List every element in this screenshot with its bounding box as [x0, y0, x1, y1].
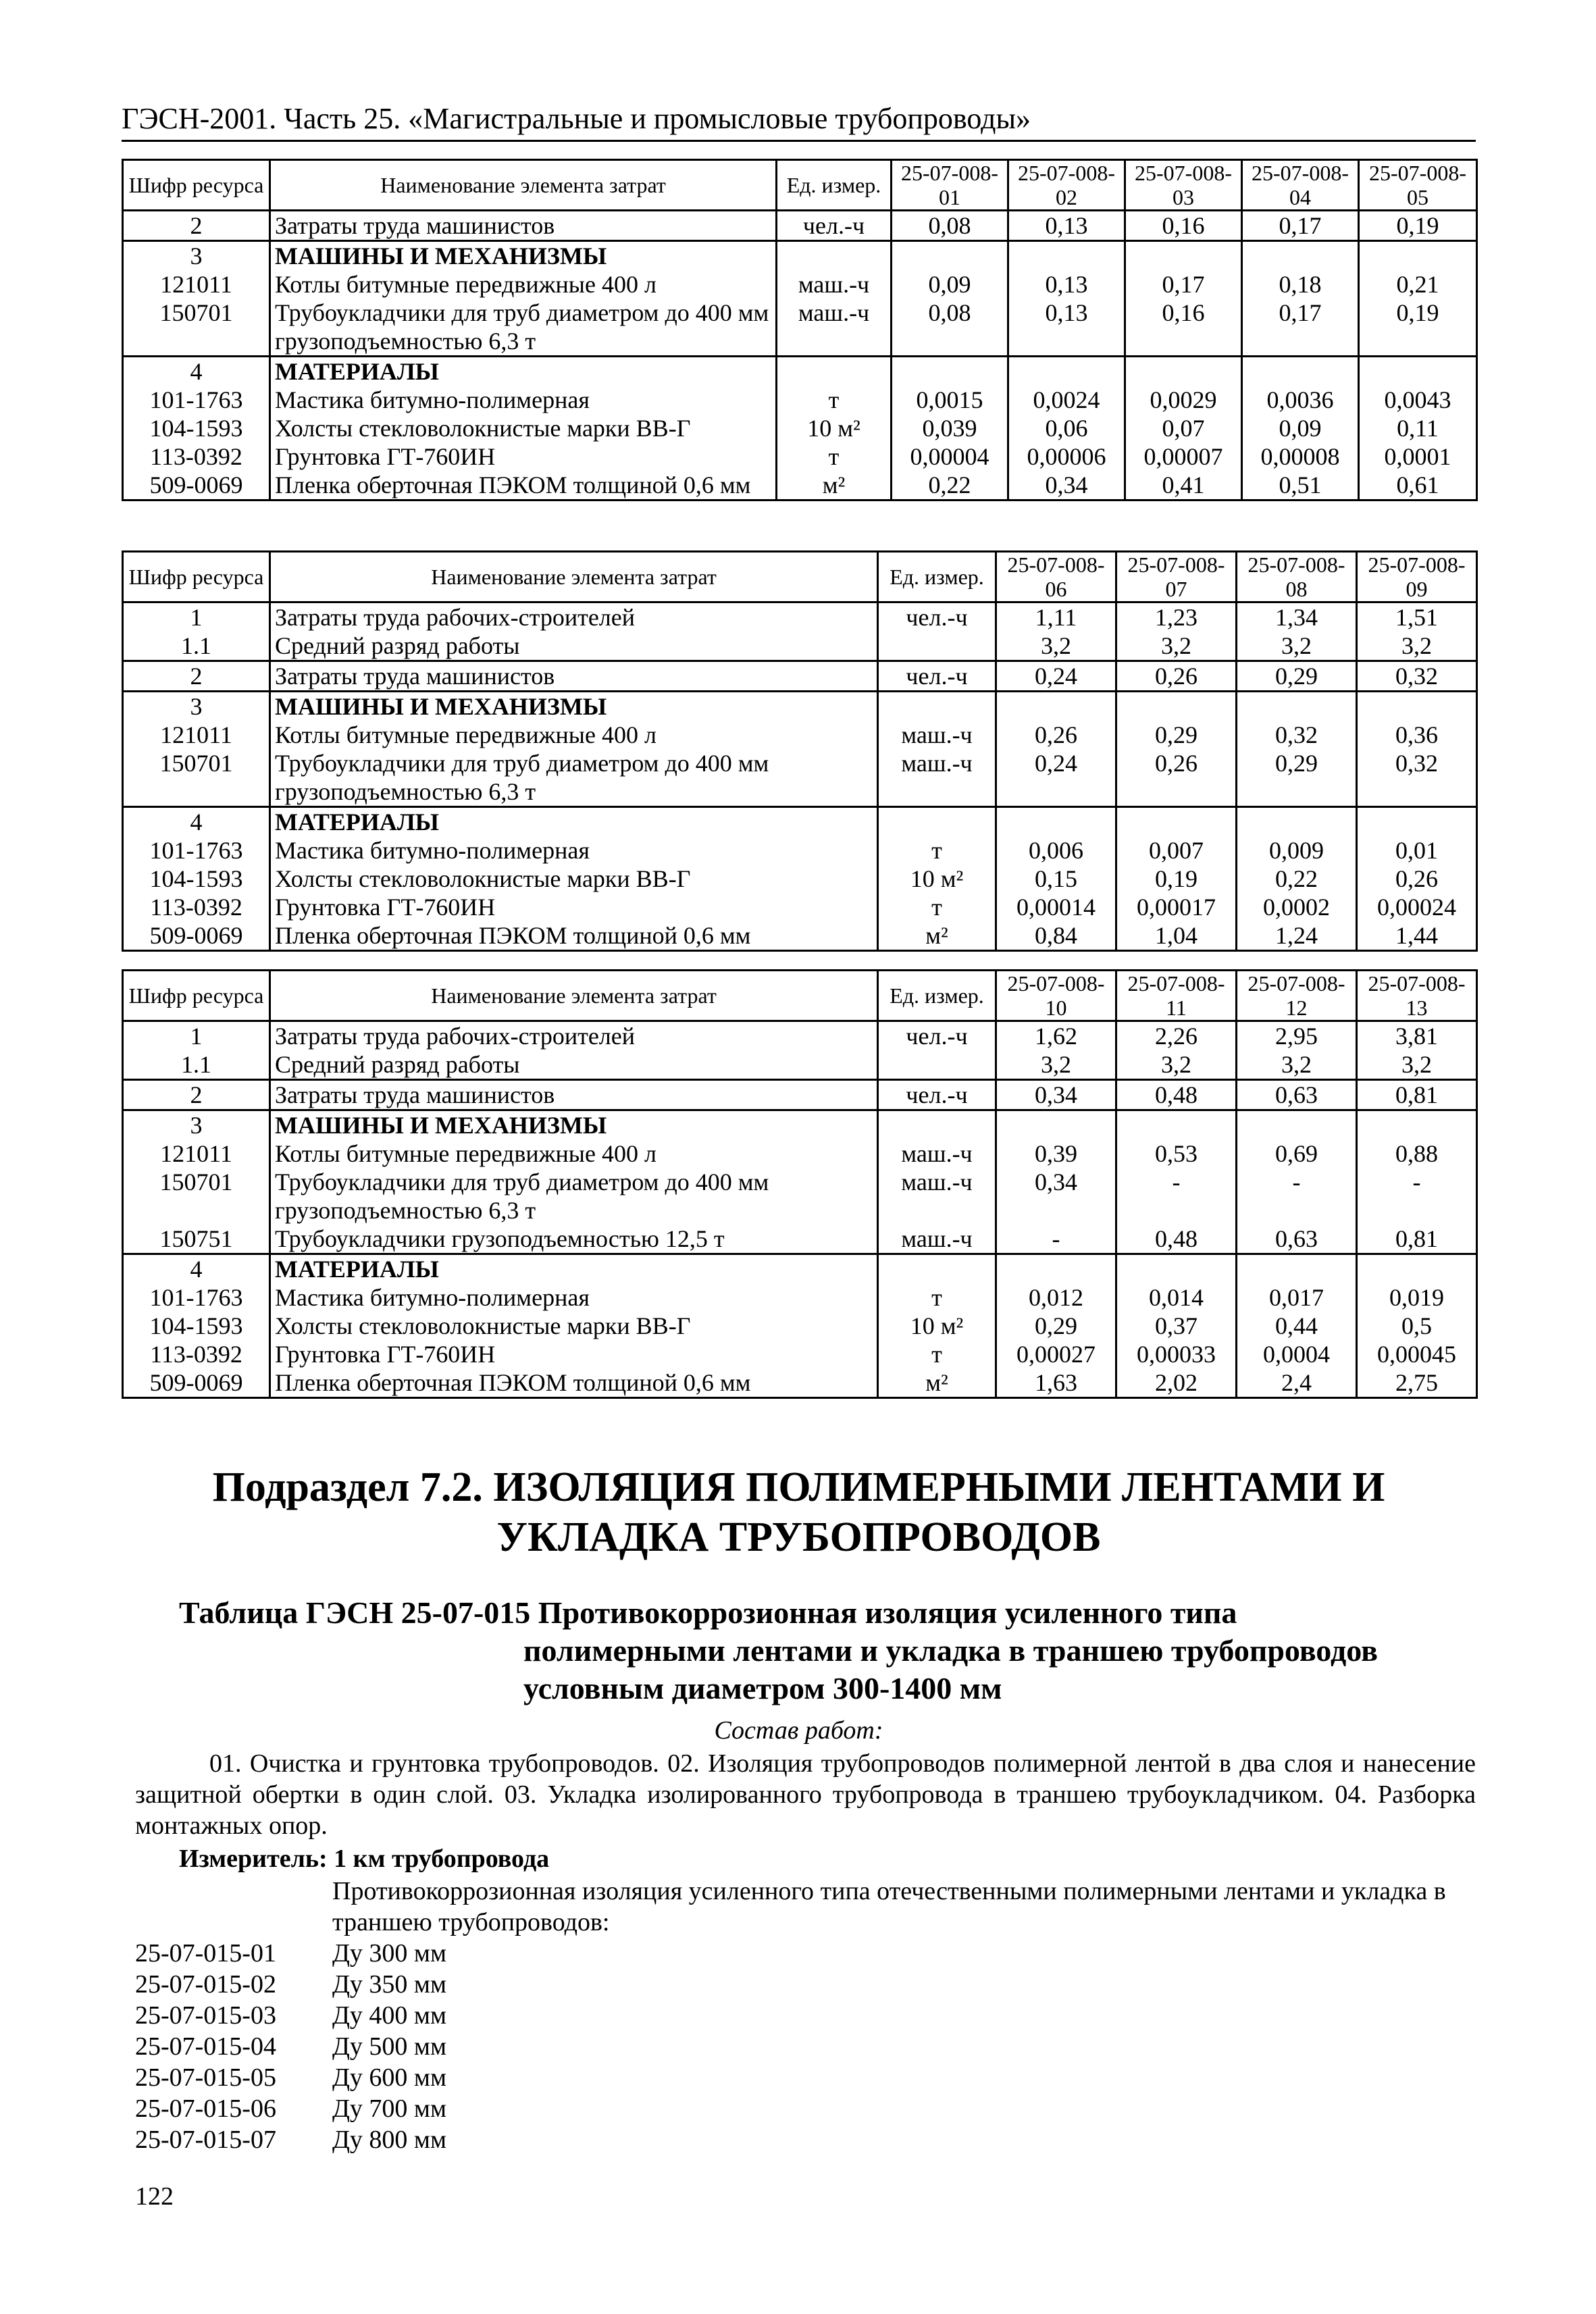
resource-code: 1.1: [123, 1050, 270, 1080]
resource-code: 121011: [123, 270, 270, 299]
value-cell: 2,4: [1237, 1368, 1357, 1398]
resource-code: 3: [123, 692, 270, 721]
table-row: [123, 1312, 1477, 1340]
value-cell: 1,63: [996, 1368, 1116, 1398]
resource-unit: чел.-ч: [777, 211, 892, 241]
resource-code: 104-1593: [123, 414, 270, 442]
norm-code-desc: Ду 300 мм: [332, 1939, 447, 1968]
resource-code: 101-1763: [123, 386, 270, 414]
resource-name: Холсты стекловолокнистые марки ВВ-Г: [270, 1312, 878, 1340]
value-cell: 0,09: [892, 270, 1008, 299]
header-col: 25-07-008-05: [1359, 160, 1477, 211]
resource-code: 113-0392: [123, 893, 270, 921]
resource-code: 509-0069: [123, 471, 270, 500]
resource-code: 4: [123, 357, 270, 386]
resource-code: 3: [123, 1110, 270, 1140]
resource-unit: чел.-ч: [878, 1021, 996, 1051]
list-item: [135, 2094, 446, 2125]
value-cell: 0,00006: [1008, 442, 1125, 471]
value-cell: 0,63: [1237, 1225, 1357, 1254]
header-col: 25-07-008-01: [892, 160, 1008, 211]
norm-code: 25-07-015-01: [135, 1939, 276, 1968]
value-cell: 0,81: [1357, 1080, 1477, 1110]
header-col: 25-07-008-09: [1357, 552, 1477, 602]
value-cell: 0,19: [1116, 865, 1237, 893]
value-cell: 0,07: [1125, 414, 1242, 442]
value-cell: 0,0029: [1125, 386, 1242, 414]
subsection-title: Подраздел 7.2. ИЗОЛЯЦИЯ ПОЛИМЕРНЫМИ ЛЕНТАМИ И УКЛАДКА ТРУБОПРОВОДОВ: [212, 1464, 1385, 1560]
value-cell: 0,01: [1357, 836, 1477, 865]
norm-code-list: [135, 1938, 446, 2156]
resource-code: 104-1593: [123, 1312, 270, 1340]
value-cell: 0,44: [1237, 1312, 1357, 1340]
value-cell: 0,32: [1357, 749, 1477, 807]
value-cell: 3,2: [1237, 1050, 1357, 1080]
resource-unit: маш.-ч: [878, 1139, 996, 1168]
value-cell: 2,02: [1116, 1368, 1237, 1398]
norm-code: 25-07-015-06: [135, 2094, 276, 2123]
norm-code-desc: Ду 350 мм: [332, 1970, 447, 1999]
value-cell: 3,2: [1357, 632, 1477, 661]
list-item: [135, 1938, 446, 1970]
value-cell: 0,00033: [1116, 1340, 1237, 1368]
value-cell: -: [1357, 1168, 1477, 1225]
section-heading: МАШИНЫ И МЕХАНИЗМЫ: [270, 692, 878, 721]
table-row: [123, 661, 1477, 692]
value-cell: 0,22: [1237, 865, 1357, 893]
value-cell: 0,22: [892, 471, 1008, 500]
list-item: [135, 2032, 446, 2063]
table-row: [123, 1168, 1477, 1225]
value-cell: 0,019: [1357, 1283, 1477, 1312]
value-cell: 0,88: [1357, 1139, 1477, 1168]
value-cell: 2,75: [1357, 1368, 1477, 1398]
header-col: 25-07-008-12: [1237, 971, 1357, 1021]
section-heading: МАШИНЫ И МЕХАНИЗМЫ: [270, 1110, 878, 1140]
resource-code: 150701: [123, 749, 270, 807]
value-cell: 0,09: [1242, 414, 1359, 442]
value-cell: 1,62: [996, 1021, 1116, 1051]
value-cell: 0,26: [1357, 865, 1477, 893]
list-item: [135, 1970, 446, 2001]
value-cell: 0,41: [1125, 471, 1242, 500]
norm-code-desc: Ду 700 мм: [332, 2094, 447, 2123]
resource-code: 1.1: [123, 632, 270, 661]
resource-unit: маш.-ч: [878, 1225, 996, 1254]
table-row: [123, 1225, 1477, 1254]
value-cell: 0,0001: [1359, 442, 1477, 471]
value-cell: -: [1116, 1168, 1237, 1225]
value-cell: 0,29: [996, 1312, 1116, 1340]
value-cell: 0,00027: [996, 1340, 1116, 1368]
resource-unit: маш.-ч: [777, 270, 892, 299]
table-row: [123, 749, 1477, 807]
norm-code-desc: Ду 400 мм: [332, 2001, 447, 2030]
resource-unit: маш.-ч: [878, 1168, 996, 1225]
value-cell: 0,51: [1242, 471, 1359, 500]
resource-name: Мастика битумно-полимерная: [270, 1283, 878, 1312]
value-cell: 0,00004: [892, 442, 1008, 471]
resource-code: 113-0392: [123, 442, 270, 471]
value-cell: 0,0043: [1359, 386, 1477, 414]
value-cell: 0,13: [1008, 211, 1125, 241]
resource-name: Мастика битумно-полимерная: [270, 386, 777, 414]
value-cell: 0,69: [1237, 1139, 1357, 1168]
value-cell: 0,24: [996, 661, 1116, 692]
resource-name: Котлы битумные передвижные 400 л: [270, 270, 777, 299]
table-row: [123, 1139, 1477, 1168]
resource-code: 509-0069: [123, 1368, 270, 1398]
value-cell: 0,00008: [1242, 442, 1359, 471]
table-row: [123, 836, 1477, 865]
value-cell: 0,00024: [1357, 893, 1477, 921]
resource-name: Грунтовка ГТ-760ИН: [270, 1340, 878, 1368]
value-cell: 0,00014: [996, 893, 1116, 921]
resource-code: 150751: [123, 1225, 270, 1254]
running-header: ГЭСН-2001. Часть 25. «Магистральные и промысловые трубопроводы»: [122, 101, 1476, 142]
value-cell: 0,009: [1237, 836, 1357, 865]
value-cell: 3,2: [1237, 632, 1357, 661]
value-cell: 0,00007: [1125, 442, 1242, 471]
table-row: [123, 807, 1477, 837]
value-cell: 0,014: [1116, 1283, 1237, 1312]
value-cell: 0,26: [1116, 749, 1237, 807]
resource-unit: т: [878, 1283, 996, 1312]
page-number: 122: [135, 2182, 174, 2211]
table-row: [123, 893, 1477, 921]
table-title-line: Таблица ГЭСН 25-07-015 Противокоррозионная изоляция усиленного типа: [179, 1595, 1237, 1630]
resource-code: 2: [123, 1080, 270, 1110]
resource-unit: м²: [878, 921, 996, 951]
value-cell: 0,26: [996, 721, 1116, 749]
value-cell: 0,24: [996, 749, 1116, 807]
value-cell: 0,32: [1237, 721, 1357, 749]
norm-code: 25-07-015-05: [135, 2063, 276, 2092]
norm-table-1: [122, 159, 1478, 501]
value-cell: 0,34: [996, 1080, 1116, 1110]
table-row: [123, 1368, 1477, 1398]
header-col: 25-07-008-10: [996, 971, 1116, 1021]
table-row: [123, 1021, 1477, 1051]
resource-unit: т: [878, 836, 996, 865]
list-item: [135, 2063, 446, 2094]
value-cell: -: [1237, 1168, 1357, 1225]
resource-unit: 10 м²: [878, 1312, 996, 1340]
resource-unit: чел.-ч: [878, 1080, 996, 1110]
header-name: Наименование элемента затрат: [270, 971, 878, 1021]
value-cell: 0,17: [1242, 211, 1359, 241]
table-title-line: условным диаметром 300-1400 мм: [523, 1671, 1002, 1705]
norm-code-desc: Ду 500 мм: [332, 2032, 447, 2061]
value-cell: 0,11: [1359, 414, 1477, 442]
resource-unit: чел.-ч: [878, 661, 996, 692]
value-cell: 0,17: [1242, 299, 1359, 357]
header-code: Шифр ресурса: [123, 160, 270, 211]
resource-unit: маш.-ч: [777, 299, 892, 357]
header-col: 25-07-008-02: [1008, 160, 1125, 211]
header-col: 25-07-008-06: [996, 552, 1116, 602]
value-cell: 2,26: [1116, 1021, 1237, 1051]
resource-name: Средний разряд работы: [270, 632, 878, 661]
table-row: [123, 299, 1477, 357]
resource-unit: маш.-ч: [878, 749, 996, 807]
value-cell: 1,51: [1357, 602, 1477, 632]
norm-code: 25-07-015-04: [135, 2032, 276, 2061]
norm-table-2: [122, 550, 1478, 952]
value-cell: 0,32: [1357, 661, 1477, 692]
table-row: [123, 1050, 1477, 1080]
value-cell: 0,63: [1237, 1080, 1357, 1110]
header-unit: Ед. измер.: [878, 552, 996, 602]
value-cell: 0,17: [1125, 270, 1242, 299]
header-col: 25-07-008-03: [1125, 160, 1242, 211]
value-cell: 0,29: [1116, 721, 1237, 749]
section-heading: МАТЕРИАЛЫ: [270, 1254, 878, 1284]
section-heading: МАТЕРИАЛЫ: [270, 807, 878, 837]
table-title: [179, 1594, 1462, 1707]
resource-unit: м²: [777, 471, 892, 500]
value-cell: 3,2: [1357, 1050, 1477, 1080]
resource-name: Мастика битумно-полимерная: [270, 836, 878, 865]
value-cell: 0,06: [1008, 414, 1125, 442]
value-cell: 2,95: [1237, 1021, 1357, 1051]
value-cell: 3,2: [996, 632, 1116, 661]
value-cell: 1,11: [996, 602, 1116, 632]
value-cell: 0,0004: [1237, 1340, 1357, 1368]
resource-name: Грунтовка ГТ-760ИН: [270, 442, 777, 471]
resource-code: 509-0069: [123, 921, 270, 951]
table-row: [123, 1080, 1477, 1110]
header-col: 25-07-008-07: [1116, 552, 1237, 602]
value-cell: 0,29: [1237, 749, 1357, 807]
resource-code: 150701: [123, 1168, 270, 1225]
value-cell: 0,007: [1116, 836, 1237, 865]
resource-code: 2: [123, 211, 270, 241]
table-row: [123, 921, 1477, 951]
header-col: 25-07-008-13: [1357, 971, 1477, 1021]
resource-name: Затраты труда рабочих-строителей: [270, 602, 878, 632]
resource-unit: т: [878, 1340, 996, 1368]
work-composition-label: Состав работ:: [714, 1716, 883, 1745]
value-cell: 3,2: [1116, 1050, 1237, 1080]
value-cell: 0,16: [1125, 211, 1242, 241]
resource-unit: 10 м²: [777, 414, 892, 442]
resource-name: Средний разряд работы: [270, 1050, 878, 1080]
table-row: [123, 211, 1477, 241]
resource-unit: маш.-ч: [878, 721, 996, 749]
table-title-line: полимерными лентами и укладка в траншею трубопроводов: [523, 1633, 1378, 1668]
value-cell: -: [996, 1225, 1116, 1254]
table-row: [123, 865, 1477, 893]
resource-unit: т: [777, 442, 892, 471]
value-cell: 0,34: [996, 1168, 1116, 1225]
resource-code: 150701: [123, 299, 270, 357]
table-row: [123, 386, 1477, 414]
resource-name: Пленка оберточная ПЭКОМ толщиной 0,6 мм: [270, 471, 777, 500]
resource-name: Трубоукладчики грузоподъемностью 12,5 т: [270, 1225, 878, 1254]
value-cell: 0,26: [1116, 661, 1237, 692]
section-heading: МАШИНЫ И МЕХАНИЗМЫ: [270, 241, 777, 271]
value-cell: 0,34: [1008, 471, 1125, 500]
header-name: Наименование элемента затрат: [270, 160, 777, 211]
table-header: [123, 160, 1477, 211]
table-row: [123, 721, 1477, 749]
value-cell: 0,84: [996, 921, 1116, 951]
value-cell: 0,08: [892, 299, 1008, 357]
value-cell: 0,0015: [892, 386, 1008, 414]
value-cell: 1,34: [1237, 602, 1357, 632]
value-cell: 1,24: [1237, 921, 1357, 951]
table-row: [123, 1254, 1477, 1284]
value-cell: 0,006: [996, 836, 1116, 865]
table-row: [123, 1283, 1477, 1312]
section-heading: МАТЕРИАЛЫ: [270, 357, 777, 386]
resource-name: Затраты труда машинистов: [270, 1080, 878, 1110]
value-cell: 0,61: [1359, 471, 1477, 500]
measurer: Измеритель: 1 км трубопровода: [179, 1845, 550, 1873]
table-row: [123, 471, 1477, 500]
resource-code: 101-1763: [123, 836, 270, 865]
table-row: [123, 1340, 1477, 1368]
value-cell: 3,2: [1116, 632, 1237, 661]
value-cell: 1,23: [1116, 602, 1237, 632]
table-row: [123, 270, 1477, 299]
resource-unit: м²: [878, 1368, 996, 1398]
resource-code: 113-0392: [123, 1340, 270, 1368]
header-code: Шифр ресурса: [123, 971, 270, 1021]
table-row: [123, 241, 1477, 271]
value-cell: 0,5: [1357, 1312, 1477, 1340]
work-composition-text: 01. Очистка и грунтовка трубопроводов. 02. Изоляция трубопроводов полимерной лентой в два слоя и нанесение защитной обертки в один слой. 03. Укладка изолированного трубопровода в траншею трубоукладчиком. 04. Разборка монтажных опор.: [135, 1749, 1476, 1840]
variant-description: Противокоррозионная изоляция усиленного типа отечественными полимерными лентами и укладка в траншею трубопроводов:: [332, 1877, 1446, 1936]
list-item: [135, 2001, 446, 2032]
resource-name: Холсты стекловолокнистые марки ВВ-Г: [270, 865, 878, 893]
resource-code: 4: [123, 807, 270, 837]
value-cell: 0,00045: [1357, 1340, 1477, 1368]
resource-name: Трубоукладчики для труб диаметром до 400 мм грузоподъемностью 6,3 т: [270, 1168, 878, 1225]
header-col: 25-07-008-11: [1116, 971, 1237, 1021]
value-cell: 0,53: [1116, 1139, 1237, 1168]
header-col: 25-07-008-04: [1242, 160, 1359, 211]
value-cell: 0,017: [1237, 1283, 1357, 1312]
norm-code-desc: Ду 800 мм: [332, 2126, 447, 2154]
resource-code: 4: [123, 1254, 270, 1284]
value-cell: 0,15: [996, 865, 1116, 893]
value-cell: 0,19: [1359, 211, 1477, 241]
resource-code: 1: [123, 1021, 270, 1051]
norm-code: 25-07-015-07: [135, 2126, 276, 2154]
resource-name: Грунтовка ГТ-760ИН: [270, 893, 878, 921]
resource-code: 1: [123, 602, 270, 632]
value-cell: 1,44: [1357, 921, 1477, 951]
value-cell: 1,04: [1116, 921, 1237, 951]
value-cell: 0,0036: [1242, 386, 1359, 414]
header-unit: Ед. измер.: [777, 160, 892, 211]
value-cell: 0,0002: [1237, 893, 1357, 921]
resource-name: Затраты труда машинистов: [270, 211, 777, 241]
norm-code: 25-07-015-02: [135, 1970, 276, 1999]
value-cell: 0,039: [892, 414, 1008, 442]
value-cell: 0,13: [1008, 299, 1125, 357]
table-row: [123, 602, 1477, 632]
value-cell: 0,39: [996, 1139, 1116, 1168]
table-row: [123, 442, 1477, 471]
value-cell: 0,012: [996, 1283, 1116, 1312]
table-row: [123, 357, 1477, 386]
resource-unit: т: [878, 893, 996, 921]
resource-code: 3: [123, 241, 270, 271]
value-cell: 0,08: [892, 211, 1008, 241]
value-cell: 0,16: [1125, 299, 1242, 357]
value-cell: 0,21: [1359, 270, 1477, 299]
resource-code: 121011: [123, 1139, 270, 1168]
resource-name: Котлы битумные передвижные 400 л: [270, 1139, 878, 1168]
table-header: [123, 552, 1477, 602]
resource-name: Трубоукладчики для труб диаметром до 400 мм грузоподъемностью 6,3 т: [270, 749, 878, 807]
resource-code: 104-1593: [123, 865, 270, 893]
norm-code-desc: Ду 600 мм: [332, 2063, 447, 2092]
table-row: [123, 414, 1477, 442]
norm-table-3: [122, 969, 1478, 1399]
list-item: [135, 2125, 446, 2156]
header-name: Наименование элемента затрат: [270, 552, 878, 602]
header-col: 25-07-008-08: [1237, 552, 1357, 602]
table-header: [123, 971, 1477, 1021]
value-cell: 0,00017: [1116, 893, 1237, 921]
value-cell: 0,18: [1242, 270, 1359, 299]
value-cell: 0,81: [1357, 1225, 1477, 1254]
value-cell: 0,19: [1359, 299, 1477, 357]
resource-code: 121011: [123, 721, 270, 749]
value-cell: 3,2: [996, 1050, 1116, 1080]
header-unit: Ед. измер.: [878, 971, 996, 1021]
header-code: Шифр ресурса: [123, 552, 270, 602]
value-cell: 0,37: [1116, 1312, 1237, 1340]
value-cell: 0,48: [1116, 1080, 1237, 1110]
resource-code: 2: [123, 661, 270, 692]
resource-name: Затраты труда рабочих-строителей: [270, 1021, 878, 1051]
table-row: [123, 692, 1477, 721]
value-cell: 0,29: [1237, 661, 1357, 692]
resource-name: Котлы битумные передвижные 400 л: [270, 721, 878, 749]
value-cell: 0,0024: [1008, 386, 1125, 414]
resource-name: Пленка оберточная ПЭКОМ толщиной 0,6 мм: [270, 1368, 878, 1398]
table-row: [123, 632, 1477, 661]
resource-name: Холсты стекловолокнистые марки ВВ-Г: [270, 414, 777, 442]
resource-name: Пленка оберточная ПЭКОМ толщиной 0,6 мм: [270, 921, 878, 951]
resource-code: 101-1763: [123, 1283, 270, 1312]
value-cell: 0,36: [1357, 721, 1477, 749]
resource-unit: т: [777, 386, 892, 414]
resource-name: Трубоукладчики для труб диаметром до 400 мм грузоподъемностью 6,3 т: [270, 299, 777, 357]
table-row: [123, 1110, 1477, 1140]
value-cell: 3,81: [1357, 1021, 1477, 1051]
norm-code: 25-07-015-03: [135, 2001, 276, 2030]
resource-unit: 10 м²: [878, 865, 996, 893]
value-cell: 0,13: [1008, 270, 1125, 299]
resource-name: Затраты труда машинистов: [270, 661, 878, 692]
resource-unit: чел.-ч: [878, 602, 996, 632]
value-cell: 0,48: [1116, 1225, 1237, 1254]
